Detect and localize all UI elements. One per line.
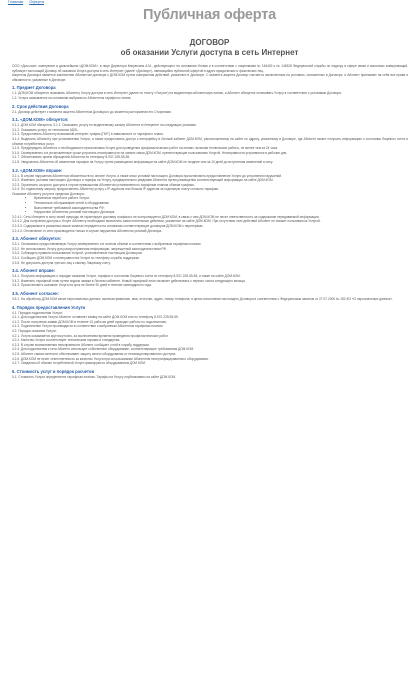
paragraph: 4.1.1. Для подключения Услуги Абонент оставляет заявку на сайте ДОМ.КОМ или по телефону 8-937-228-55-55.	[12, 315, 179, 320]
paragraph: 4.1. Порядок подключения Услуги:	[12, 310, 63, 315]
paragraph: 4.2.2. Качество Услуги соответствует техническим нормам и стандартам.	[12, 338, 121, 343]
document-title-line-2: об оказании Услуги доступа в сеть Интернет	[120, 48, 299, 57]
paragraph: 4.2.4. Для подключения к сети Абонент использует собственное оборудование, соответствующее требованиям ДОМ.КОМ.	[12, 347, 195, 352]
list-item: • Выполнение требований законодательства РФ;	[34, 206, 408, 211]
paragraph: 5.1. Стоимость Услуги определяется тарифным планом. Тарифы на Услугу опубликованы на сайте ДОМ.КОМ.	[12, 374, 177, 379]
section-heading: 3.2. «ДОМ.КОМ» вправе:	[12, 167, 63, 173]
paragraph: 3.2.4.1. Сеть Интернет в силу своей природы не гарантирует доставку трафика и не контролируется ДОМ.КОМ, в связи с чем ДОМ.КОМ не несет ответственность за содержание передаваемой информации.	[12, 214, 320, 219]
paragraph: 3.1.4. Выделить Абоненту при установлении Услуги, а также предоставить доступ к интерфейсу в Личный кабинет ДОМ.КОМ, расположенному на сайте по адресу, указанному в Договоре, где Абонент может получить информацию о состоянии Лицевого счета и объеме потребленных услуг.	[12, 136, 408, 146]
paragraph: 3.1.2. Оказывать услугу по технологии ADSL.	[12, 127, 79, 132]
paragraph: 3.2.3. Ограничить скорость доступа в случае превышения Абонентом установленного тарифным планом объема трафика.	[12, 182, 195, 187]
paragraph: 4.2.3. В случае возникновения неисправности Абонент сообщает о ней в службу поддержки.	[12, 342, 150, 347]
paragraph: 3.1.1. ДОМ.КОМ обязуется: 3.1.1. Оказывать услугу по выделенному каналу Абонента в Интернете на следующих условиях.	[12, 123, 197, 128]
paragraph: 4.1.2. После получения заявки ДОМ.КОМ в течение 10 рабочих дней проводит работы по подключению.	[12, 319, 167, 324]
paragraph: Оказание Абоненту услуги в пределах Договора:	[12, 191, 85, 196]
paragraph: 3.3.3. Соблюдать правила пользования Услугой, установленные настоящим Договором.	[12, 251, 143, 256]
nav-home-link[interactable]: Главная	[8, 0, 24, 4]
paragraph: 3.3.1. Оплачивать предоставляемую Услугу своевременно и в полном объеме в соответствии с выбранным тарифным планом.	[12, 242, 202, 247]
paragraph: 4.2.5. Абонент самостоятельно обеспечивает защиту своего оборудования от несанкционированного доступа.	[12, 351, 177, 356]
paragraph: 3.1.7. Обеспечивать прием обращений Абонента по телефону 8-937-228-55-55.	[12, 155, 131, 160]
paragraph: 3.2.4.3. Содержимое в указанных выше каналах передается на основании соответствующих договоров ДОМ.КОМ с партнерами.	[12, 224, 204, 229]
section-heading: 5. Стоимость услуг и порядок расчетов	[12, 368, 95, 374]
section-heading: 3.5. Абонент согласен:	[12, 290, 59, 296]
paragraph: 3.2.4.4. Отключение от сети производится только в случае нарушения Абонентом условий Договора.	[12, 228, 163, 233]
document-section	[12, 291, 408, 302]
paragraph: 4.2.6. ДОМ.КОМ не несет ответственность за качество Услуги при использовании Абонентом несертифицированного оборудования.	[12, 356, 209, 361]
paragraph: Акцептом Договора является заключение Абонентом договора с ДОМ.КОМ путем совершения действий, указанных в Договоре. С момента акцепта Договор считается заключенным на условиях, изложенных в Договоре, и Абонент принимает на себя все права и обязанности, указанные в Договоре.	[12, 73, 408, 82]
paragraph: 3.3.5. Не допускать доступа третьих лиц к своему Лицевому счету.	[12, 260, 111, 265]
paragraph: 3.3.2. Не использовать Услугу для распространения информации, запрещенной законодательством РФ.	[12, 246, 167, 251]
list-item: • Временные перебои в работе Услуги;	[34, 196, 408, 201]
paragraph: 3.4.3. Приостановить оказание Услуги на срок не более 90 дней в течение календарного года.	[12, 283, 152, 288]
breadcrumb	[8, 0, 44, 4]
paragraph: ООО «Дом.ком», именуемое в дальнейшем «ДОМ.КОМ», в лице Директора Кипрюхина А.М., действующего на основании Устава и в соответствии с лицензиями № 146402 и № 146328 Федеральной службы по надзору в сфере связи и массовых коммуникаций, публикует настоящий Договор об оказании Услуги доступа в сеть Интернет (далее «Договор»), являющийся публичной офертой в адрес юридических и физических лиц.	[12, 64, 408, 73]
section-heading: 2. Срок действия Договора	[12, 103, 69, 109]
document-section	[12, 268, 408, 288]
list-item: • Техническое обслуживание сетей и оборудования;	[34, 201, 408, 206]
section-heading: 3.3. Абонент обязуется:	[12, 236, 62, 242]
paragraph: 4.1.3. Подключение Услуги производится в соответствии с выбранным Абонентом тарифным планом.	[12, 324, 164, 329]
paragraph: 3.2.4. По отдельному запросу предоставлять Абоненту услугу с IP-адресом или блоком IP-адресов за отдельную плату согласно тарифам.	[12, 187, 219, 192]
paragraph: 3.4.1. Получать информацию о порядке оказания Услуги, тарифах и состоянии Лицевого счета по телефону 8-937-228-55-55, а также на сайте ДОМ.КОМ.	[12, 274, 241, 279]
paragraph: 4.2.1. Услуга оказывается круглосуточно, за исключением времени проведения профилактических работ.	[12, 333, 169, 338]
paragraph: 3.1.3. Предоставить Абоненту возможный интернет-трафик (ПИТ) в зависимости от тарифного плана.	[12, 132, 164, 137]
page-title: Публичная оферта	[143, 7, 276, 23]
document-section	[12, 305, 408, 366]
paragraph: 1.1. ДОМ.КОМ обязуется оказывать Абоненту Услугу доступа в сеть Интернет (далее по тексту «Услуга») на выделенную абонентскую линию, а Абонент обязуется оплачивать Услугу в соответствии с условиями Договора.	[12, 91, 342, 96]
document-title	[0, 38, 419, 58]
paragraph: 3.3.4. Сообщать ДОМ.КОМ о неисправностях Услуги по телефону службы поддержки.	[12, 256, 140, 260]
paragraph: 1.2. Услуга оказывается на основании выбранного Абонентом тарифного плана.	[12, 95, 132, 100]
paragraph: 2.1. Договор действует с момента акцепта Абонентом Договора и до момента расторжения его Сторонами.	[12, 109, 172, 114]
paragraph: 3.5.1. На обработку ДОМ.КОМ своих персональных данных, включая фамилию, имя, отчество, адрес, номер телефона, в целях исполнения настоящего Договора в соответствии с Федеральным законом от 27.07.2006 № 152-ФЗ «О персональных данных».	[12, 296, 393, 301]
paragraph: 3.1.5. Предупредить Абонента о необходимости приостановки Услуги для проведения профилактических работ на линиях, включая технические работы, не менее чем за 24 часа.	[12, 146, 279, 151]
list-item: • Нарушение Абонентом условий настоящего Договора.	[34, 210, 408, 215]
paragraph: 3.1.6. Своевременно и в установленные сроки устранять неисправности на линиях связи ДОМ.КОМ, препятствующие пользованию Услугой. Неисправности устраняются в рабочие дни.	[12, 150, 288, 155]
paragraph: 3.4.2. Изменять тарифный план путем подачи заявки в Личном кабинете. Новый тарифный план начинает действовать с первого числа следующего месяца.	[12, 278, 246, 283]
paragraph: 3.2.2. Изменять условия настоящего Договора и тарифы на Услугу, предварительно уведомив Абонента путем размещения соответствующей информации на сайте ДОМ.КОМ.	[12, 178, 274, 183]
paragraph: 4.2. Порядок оказания Услуги:	[12, 328, 57, 333]
nav-current-link[interactable]: Оферта	[29, 0, 45, 4]
paragraph: 3.2.1. В случае нарушения Абонентом обязательств по оплате Услуги, а также иных условий настоящего Договора приостановить предоставление Услуги до устранения нарушений.	[12, 173, 282, 178]
section-heading: 1. Предмет Договора	[12, 85, 56, 91]
document-section	[12, 369, 408, 380]
document-section	[12, 117, 408, 164]
paragraph: 3.1.8. Уведомлять Абонента об изменении тарифов на Услугу путем размещения информации на сайте ДОМ.КОМ не позднее чем за 10 дней до вступления изменений в силу.	[12, 159, 274, 164]
document-section	[12, 236, 408, 265]
document-section	[12, 168, 408, 234]
bullet-list	[12, 196, 408, 214]
document-section	[12, 85, 408, 100]
document-title-line-1: ДОГОВОР	[189, 38, 230, 47]
paragraph: 3.2.4.2. Для получения доступа к Услуге Абоненту необходимо выполнить самостоятельные действия, указанные на сайте ДОМ.КОМ. При отсутствии этих действий Абонент не сможет пользоваться Услугой.	[12, 219, 321, 224]
document-section	[12, 64, 408, 82]
section-heading: 3.4. Абонент вправе:	[12, 268, 56, 274]
section-heading: 4. Порядок предоставления Услуги	[12, 304, 86, 310]
section-heading: 3.1. «ДОМ.КОМ» обязуется:	[12, 117, 69, 123]
document-body	[12, 64, 408, 379]
document-section	[12, 104, 408, 115]
paragraph: 4.2.7. Сведения об объеме потребленной Услуги фиксируются оборудованием ДОМ.КОМ.	[12, 361, 146, 366]
